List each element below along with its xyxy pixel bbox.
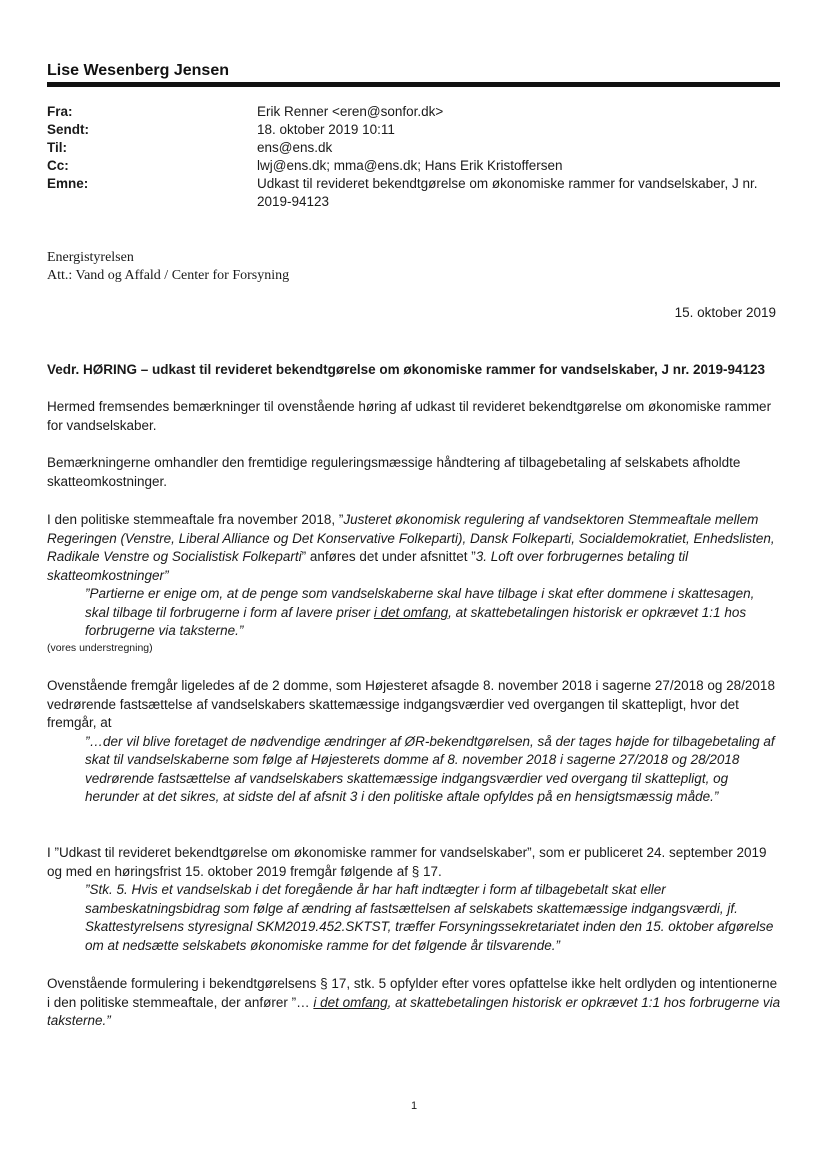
- from-row: [47, 103, 782, 121]
- page-number: 1: [410, 1100, 418, 1112]
- recipient-line-2: Att.: Vand og Affald / Center for Forsyning: [47, 268, 290, 283]
- subject-label: Emne:: [47, 176, 89, 191]
- p3-text-e: ”: [164, 567, 169, 583]
- subject-row: [47, 175, 782, 211]
- paragraph-1: Hermed fremsendes bemærkninger til ovenstående høring af udkast til revideret bekendtgørelse om økonomiske rammer for vandselskaber.: [47, 399, 772, 433]
- paragraph-4: Ovenstående fremgår ligeledes af de 2 domme, som Højesteret afsagde 8. november 2018 i sagerne 27/2018 og 28/2018 vedrørende fastsættelse af vandselskabers skattemæssige indgangsværdier ved overgangen til skattepligt, hvor det fremgår, at: [47, 678, 775, 730]
- paragraph-2: Bemærkningerne omhandler den fremtidige reguleringsmæssige håndtering af tilbagebetaling af selskabets afholdte skatteomkostninger.: [47, 455, 741, 489]
- quote-1-b: , at skattebetalingen historisk er opkrævet 1:1 hos forbrugerne via taksterne.”: [85, 604, 747, 638]
- letter-date: 15. oktober 2019: [674, 305, 776, 320]
- paragraph-6: [47, 975, 782, 1031]
- quote-3: ”Stk. 5. Hvis et vandselskab i det foregående år har haft indtægter i form af tilbagebetalt skat eller sambeskatningsbidrag som følge af ændring af fastsættelsen af selskabets skattemæssige indgangsværdi, jf. Skattestyrelsens styresignal SKM2019.452.SKTST, træffer Forsyningssekretariatet inden den 15. oktober afgørelse om at nedsætte selskabets økonomiske ramme for det følgende år tilsvarende.”: [85, 882, 774, 953]
- to-label: Til:: [47, 140, 67, 155]
- p3-section-title: 3. Loft over forbrugernes betaling til skatteomkostninger: [47, 549, 689, 583]
- paragraph-5: I ”Udkast til revideret bekendtgørelse om økonomiske rammer for vandselskaber”, som er publiceret 24. september 2019 og med en høringsfrist 15. oktober 2019 fremgår følgende af § 17.: [47, 845, 767, 879]
- subject-value: Udkast til revideret bekendtgørelse om økonomiske rammer for vandselskaber, J nr. 2019-94123: [257, 176, 758, 209]
- recipient-block: [47, 249, 289, 285]
- header-divider: [47, 82, 780, 87]
- cc-row: [47, 157, 782, 175]
- sent-value: 18. oktober 2019 10:11: [257, 122, 395, 137]
- quote-1-a: ”Partierne er enige om, at de penge som vandselskaberne skal have tilbage i skat efter dommene i skattesagen, skal tilbage til forbrugerne i form af lavere priser: [85, 586, 755, 620]
- from-label: Fra:: [47, 104, 73, 119]
- from-value: Erik Renner <eren@sonfor.dk>: [257, 104, 444, 119]
- p3-text-a: I den politiske stemmeaftale fra november 2018, ”: [47, 512, 344, 527]
- cc-label: Cc:: [47, 158, 69, 173]
- p6-text-a: Ovenstående formulering i bekendtgørelsens § 17, stk. 5 opfylder efter vores opfattelse ikke helt ordlyden og intentionerne i den politiske stemmeaftale, der anfører ”…: [47, 976, 778, 1010]
- p6-text-b: , at skattebetalingen historisk er opkrævet 1:1 hos forbrugerne via taksterne.”: [47, 994, 781, 1028]
- quote-1: [85, 585, 782, 641]
- paragraph-4-block: [47, 677, 782, 807]
- document-owner-name: Lise Wesenberg Jensen: [47, 62, 229, 79]
- to-value: ens@ens.dk: [257, 140, 333, 155]
- letter-subject: Vedr. HØRING – udkast til revideret bekendtgørelse om økonomiske rammer for vandselskaber, J nr. 2019-94123: [47, 362, 766, 377]
- paragraph-3: [47, 511, 782, 585]
- paragraph-5-block: [47, 844, 782, 955]
- to-row: [47, 139, 782, 157]
- recipient-line-1: Energistyrelsen: [47, 250, 134, 265]
- email-header: [47, 103, 782, 211]
- p6-underlined: i det omfang: [313, 994, 388, 1010]
- quote-1-underlined: i det omfang: [373, 604, 449, 620]
- sent-row: [47, 121, 782, 139]
- p3-text-c: ” anføres det under afsnittet ”: [301, 549, 476, 564]
- cc-value: lwj@ens.dk; mma@ens.dk; Hans Erik Kristoffersen: [257, 158, 563, 173]
- p3-agreement-title: Justeret økonomisk regulering af vandsektoren Stemmeaftale mellem Regeringen (Venstre, Liberal Alliance og Det Konservative Folkeparti), Dansk Folkeparti, Socialdemokratiet, Enhedslisten, Radikale Venstre og Socialistisk Folkeparti: [47, 512, 775, 564]
- underline-note: (vores understregning): [47, 641, 153, 654]
- sent-label: Sendt:: [47, 122, 89, 137]
- quote-2: ”…der vil blive foretaget de nødvendige ændringer af ØR-bekendtgørelsen, så der tages højde for tilbagebetaling af skat til vandselskaberne som følge af Højesterets domme af 8. november 2018 i sagerne 27/2018 og 28/2018 vedrørende fastsættelse af vandselskabers skattemæssige indgangsværdier ved overgang til skattepligt, og herunder at det sikres, at sidste del af afsnit 3 i den politiske aftale opfyldes på en hensigtsmæssig måde.”: [85, 733, 775, 804]
- paragraph-3-block: [47, 511, 782, 655]
